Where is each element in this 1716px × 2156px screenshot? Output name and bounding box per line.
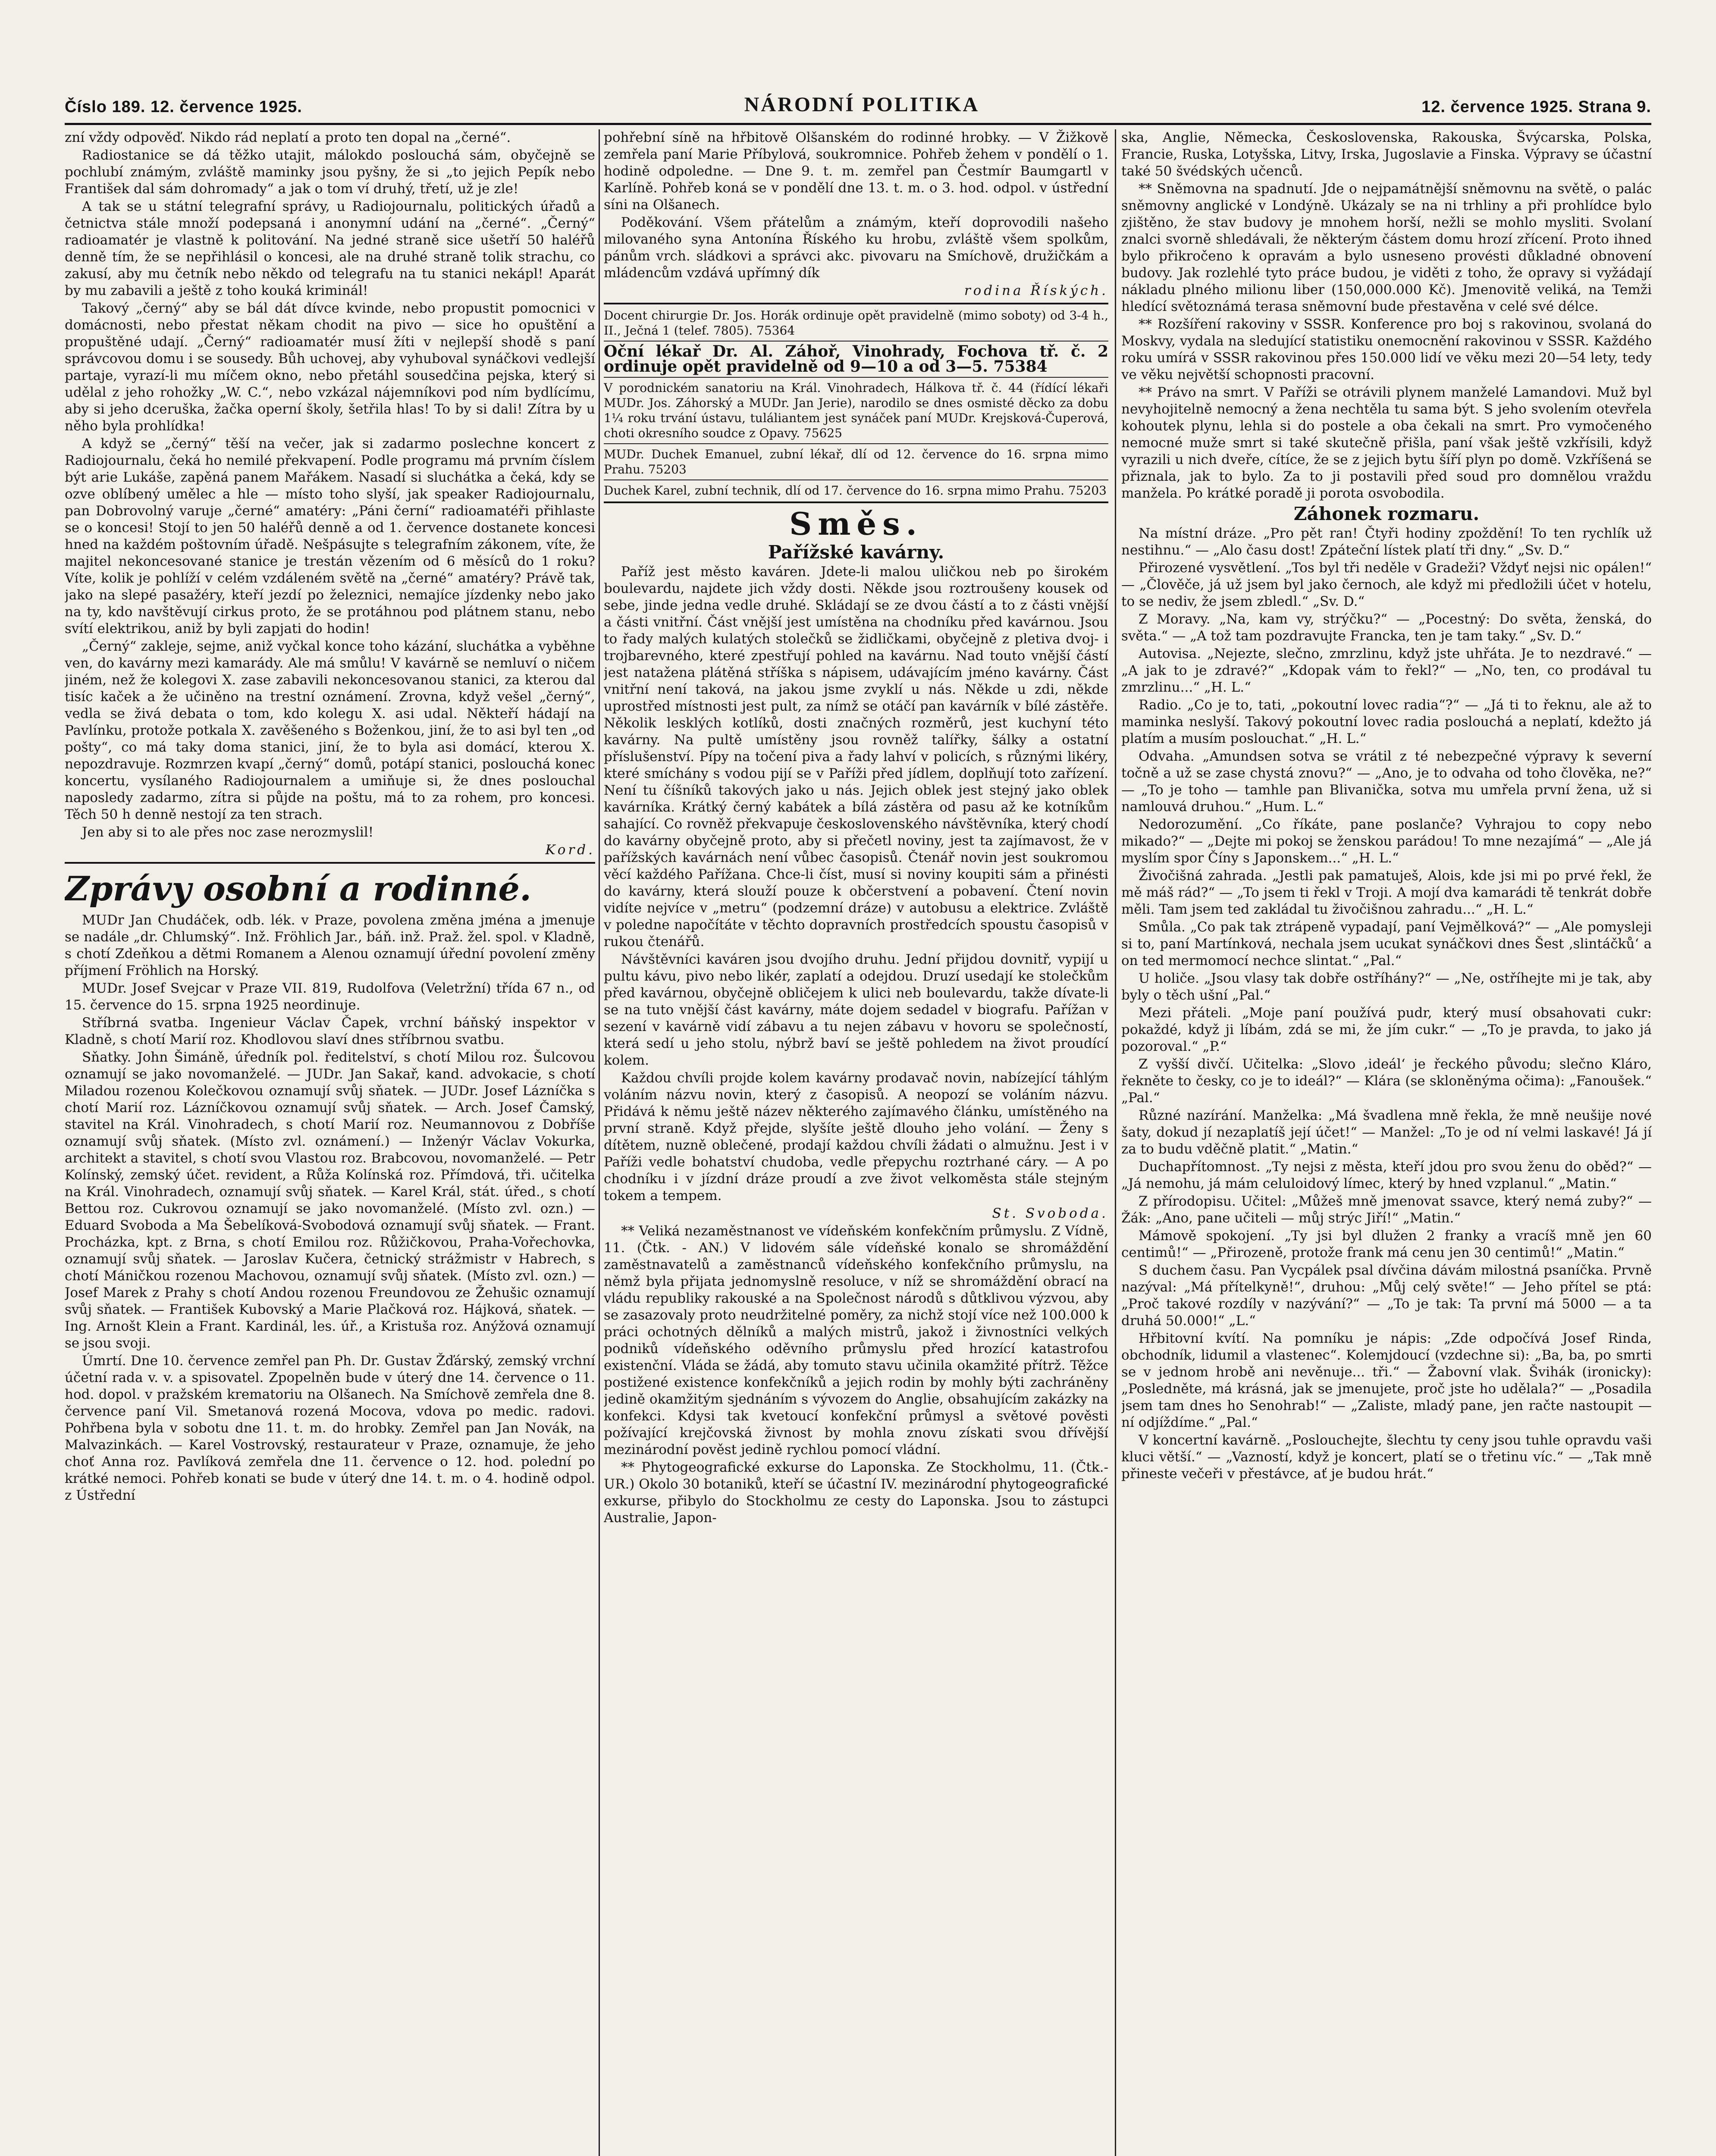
personal-item-1: MUDr Jan Chudáček, odb. lék. v Praze, povolena změna jména a jmenuje se nadále „dr. Chlumský“. Inž. Fröhlich Jar., báň. inž. Praž. žel. spol. v Kladně, s chotí Zdeňkou a dětmi Romanem a Alenou oznamují úřední povolení změny příjmení Fröhlich na Horský. bbox=[65, 912, 595, 978]
newspaper-title: NÁRODNÍ POLITIKA bbox=[744, 93, 980, 116]
ad-rule-5 bbox=[604, 479, 1108, 480]
article-radio-p5: A když se „černý“ těší na večer, jak si zadarmo poslechne koncert z Radiojournalu, čeká ho nemilé překvapení. Podle programu má prvním číslem být arie Lukáše, zapěná panem Mařákem. Nasadí si sluchátka a čeká, kdy se ozve oblíbený umělec a hle — místo toho slyší, jak speaker Radiojournalu, pan Dobrovolný varuje „černé“ amatéry: „Páni černí“ radioamatéři přihlaste se o koncesi! Stojí to jen 50 haléřů denně a od 1. července dostanete koncesi hned na každém poštovním úřadě. Nešpásujte s telegrafním zákonem, víte, že majitel nekoncesované stanice je trestán vězením od 6 měsíců do 1 roku? Víte, kolik je pohlíží v celém vzdáleném světě na „černé“ amatéry? Právě tak, jako na slepé pasažéry, kteří jezdí po železnici, nemajíce jízdenky nebo jako na ty, kdo navštěvují cirkus proto, že se protáhnou pod plátnem stanu, nebo svítí elektrikou, aniž by byli zapjati do hodin! bbox=[65, 436, 595, 636]
humor-item-14: Duchapřítomnost. „Ty nejsi z města, kteří jdou pro svou ženu do oběd?“ — „Já nemohu, já mám celuloidový límec, který by hned vzplanul.“ „Matin.“ bbox=[1121, 1159, 1652, 1191]
column-divider-1 bbox=[599, 129, 600, 2156]
ad-duchek-emanuel: MUDr. Duchek Emanuel, zubní lékař, dlí od 12. července do 16. srpna mimo Prahu. 75203 bbox=[604, 447, 1108, 476]
article-radio-p2: Radiostanice se dá těžko utajit, málokdo poslouchá sám, obyčejně se pochlubí známým, zvláště maminky jsou pyšny, že si „to jejich Pepík nebo František dal sám dohromady“ a jak o tom ví druhý, třetí, už je zle! bbox=[65, 147, 595, 197]
article-kavarny-p1: Paříž jest město kaváren. Jdete-li malou uličkou neb po širokém boulevardu, najdete jich vždy dosti. Někde jsou roztroušeny kousek od sebe, jinde jedna vedle druhé. Skládají se ze dvou částí a to z části vnější a části vnitřní. Část vnější jest umístěna na chodníku před kavárnou. Jsou to řady malých kulatých stolečků se židličkami, obyčejně z pletiva dvoj- i trojbarevného, které zpestřují pohled na kavárnu. Nad touto vnější částí jest natažena plátěná stříška s nápisem, udávajícím jméno kavárny. Část vnitřní není taková, na jakou jsme zvyklí u nás. Někde u zdi, někde uprostřed místnosti jest pult, za nímž se otáčí pan kavárník v bílé zástěře. Několik lesklých kotlíků, dosti značných rozměrů, jest kuchyní této kavárny. Na pultě umístěny jsou rovněž talířky, šálky a ostatní příslušenství. Pípy na točení piva a řady lahví v policích, s různými likéry, které smíchány s vodou pijí se v Paříži před jídlem, doplňují toto zařízení. Není tu číšníků takových jako u nás. Jejich oblek jest stejný jako oblek kavárníka. Krátký černý kabátek a bílá zástěra od pasu až ke kotníkům sahající. Co rovněž překvapuje československého návštěvníka, který chodí do kavárny obyčejně proto, aby si přečetl noviny, jest ta zajímavost, že v pařížských kavárnách není vůbec časopisů. Čtenář novin jest soukromou věcí každého Pařížana. Chce-li číst, musí si noviny koupiti sám a přinésti do kavárny, která slouží pouze k občerstvení a pobavení. Čtení novin vidíte nejvíce v „metru“ (podzemní dráze) v autobusu a elektrice. Zvláště v poledne napočítáte v těchto dopravních prostředcích spoustu časopisů v rukou čtenářů. bbox=[604, 564, 1108, 950]
date-and-page: 12. července 1925. Strana 9. bbox=[1421, 98, 1651, 116]
humor-item-10: U holiče. „Jsou vlasy tak dobře ostříhány?“ — „Ne, ostříhejte mi je tak, aby byly o těch ušní „Pal.“ bbox=[1121, 971, 1652, 1003]
article-radio-p4: Takový „černý“ aby se bál dát dívce kvinde, nebo propustit pomocnici v domácnosti, nebo přestat někam chodit na pivo — sice ho opuštění a propuštěné udají. „Černý“ radioamatér musí žíti v nejlepší shodě s paní správcovou domu i se sousedy. Bůh uchovej, aby vyhuboval synáčkovi vedlejší partaje, vyrazí-li mu míčem okno, nebo přetáhl sousedčina pejska, který si udělal z jeho rohožky „W. C.“, nebo vzkázal nájemníkovi pod ním bydlícímu, aby si jeho dceruška, žačka operní školy, šetřila hlas! To by si dali! Zítra by u něho byla prohlídka! bbox=[65, 301, 595, 434]
humor-item-6: Odvaha. „Amundsen sotva se vrátil z té nebezpečné výpravy k severní točně a už se zase chystá znovu?“ — „Ano, je to odvaha od toho člověka, ne?“ — „To je toho — tamhle pan Blivanička, sotva mu umřela první žena, už si namlouvá druhou.“ „Hum. L.“ bbox=[1121, 749, 1652, 815]
ad-duchek-karel: Duchek Karel, zubní technik, dlí od 17. července do 16. srpna mimo Prahu. 75203 bbox=[604, 483, 1107, 498]
section-title-personal: Zprávy osobní a rodinné. bbox=[65, 869, 532, 909]
news-cancer-ussr: ** Rozšíření rakoviny v SSSR. Konference pro boj s rakovinou, svolaná do Moskvy, vydala na sledující statistiku onemocnění rakovinou v SSSR. Každého roku umírá v SSSR rakovinou přes 150.000 lidí ve věku mezi 20—54 lety, tedy ve věku největší schopnosti pracovní. bbox=[1121, 317, 1652, 382]
column-divider-2 bbox=[1115, 129, 1116, 2156]
section-title-humor: Záhonek rozmaru. bbox=[1293, 503, 1480, 524]
news-right-to-die: ** Právo na smrt. V Paříži se otrávili plynem manželé Lamandovi. Muž byl nevyhojitelně nemocný a žena nechtěla tu sama být. S jeho svolením otevřela kohoutek plynu, lehla si do postele a oba čekali na smrt. Pro vymočeného nemocné muže smrt si také skutečně přišla, paní však ještě vzkřísili, když vyrazili u nich dveře, cítíce, že se z jejich bytu šíří plyn po domě. Vzkříšená se přiznala, jak to bylo. Za to ji postavili před soud pro domnělou vraždu manžela. Po krátké poradě ji porota osvobodila. bbox=[1121, 385, 1652, 501]
column-2 bbox=[604, 129, 1108, 2156]
humor-item-15: Z přírodopisu. Učitel: „Můžeš mně jmenovat ssavce, který nemá zuby?“ — Žák: „Ano, pane učiteli — můj strýc Jiří!“ „Matin.“ bbox=[1121, 1194, 1652, 1226]
news-vienna-unemployment: ** Veliká nezaměstnanost ve vídeňském konfekčním průmyslu. Z Vídně, 11. (Čtk. - AN.) V lidovém sále vídeňské konalo se shromáždění zaměstnavatelů a zaměstnanců vídeňského konfekčního průmyslu, na němž byla přijata jednomyslně resoluce, v níž se shromáždění obrací na vládu republiky rakouské a na Společnost národů s důtklivou výzvou, aby se zasazovaly proto neudržitelné poměry, za nichž stojí více než 100.000 k práci ochotných dělníků a malých mistrů, jakož i živnostníci velkých podniků vídeňského oděvního průmyslu před hrozící katastrofou existenční. Vláda se žádá, aby tomuto stavu učinila okamžité přítrž. Těžce postižené existence konfekčníků a jejich rodin by mohly býti zachráněny jedině okamžitým sjednáním s vývozem do Anglie, obsahujícím zakázky na konfekci. Kdysi tak kvetoucí konfekční průmysl a světové pověsti požívající krejčovská živnost by mohla znovu získati svou dřívější mezinárodní pověst jedině rychlou pomocí vládní. bbox=[604, 1223, 1108, 1457]
humor-item-3: Z Moravy. „Na, kam vy, strýčku?“ — „Pocestný: Do světa, ženská, do světa.“ — „A tož tam pozdravujte Francka, ten je tam taky.“ „Sv. D.“ bbox=[1121, 611, 1652, 644]
thanks-notice: Poděkování. Všem přátelům a známým, kteří doprovodili našeho milovaného syna Antonína Říského ku hrobu, zvláště všem spolkům, pánům vrch. sládkovi a správci akc. pivovaru na Smíchově, družičkám a mládencům vzdává upřímný dík bbox=[604, 215, 1108, 281]
news-lapland-excursion: ** Phytogeografické exkurse do Laponska. Ze Stockholmu, 11. (Čtk.-UR.) Okolo 30 botaniků, kteří se účastní IV. mezinárodní phytogeografické exkurse, přibylo do Stockholmu ze cesty do Laponska. Jsou to zástupci Australie, Japon- bbox=[604, 1460, 1108, 1526]
humor-item-4: Autovisa. „Nejezte, slečno, zmrzlinu, když jste uhřáta. Je to nezdravé.“ — „A jak to je zdravé?“ „Kdopak vám to řekl?“ — „No, ten, co prodával tu zmrzlinu...“ „H. L.“ bbox=[1121, 646, 1652, 695]
ad-ocni-lekar: Oční lékař Dr. Al. Záhoř, Vinohrady, Fochova tř. č. 2 ordinuje opět pravidelně od 9—10 a od 3—5. 75384 bbox=[604, 342, 1108, 376]
humor-item-12: Z vyšší divčí. Učitelka: „Slovo ‚ideál‘ je řeckého původu; slečno Kláro, řekněte to česky, co je to ideál?“ — Klára (se skloněnýma očima): „Fanoušek.“ „Pal.“ bbox=[1121, 1056, 1652, 1106]
obituary-continued: pohřební síně na hřbitově Olšanském do rodinné hrobky. — V Žižkově zemřela paní Marie Příbylová, soukromnice. Pohřeb žehem v pondělí o 1. hodině odpoledne. — Dne 9. t. m. zemřel pan Čestmír Baumgartl v Karlíně. Pohřeb koná se v pondělí dne 13. t. m. o 3. hod. odpol. v ústřední síni na Olšanech. bbox=[604, 130, 1108, 213]
article-kavarny-signature: St. Svoboda. bbox=[992, 1206, 1108, 1221]
article-kavarny-p2: Návštěvníci kaváren jsou dvojího druhu. Jední přijdou dovnitř, vypijí u pultu kávu, pivo nebo likér, zaplatí a odejdou. Druzí usedají ke stolečkům před kavárnou, obyčejně obličejem k ulici neb boulevardu, takže dívate-li se na tuto vnější část kavárny, máte dojem sedadel v biografu. Pařížan v sezení v kavárně vidí zábavu a tu nejen zábavu v hovoru se společností, která sedí u jeho stolu, nýbrž baví se ještě pohledem na život proudící kolem. bbox=[604, 952, 1108, 1068]
section-rule bbox=[65, 862, 595, 864]
ad-rule-3 bbox=[604, 377, 1108, 378]
thanks-signature: rodina Říských. bbox=[964, 283, 1108, 298]
article-title-kavarny: Pařížské kavárny. bbox=[768, 542, 944, 563]
ad-rule-6 bbox=[604, 501, 1108, 503]
article-radio-p3: A tak se u státní telegrafní správy, u Radiojournalu, politických úřadů a četnictva stále množí podepsaná i anonymní udání na „černé“. „Černý“ radioamatér je vlastně k politování. Na jedné straně sice ušetří 50 haléřů denně tím, že se nepřihlásil o koncesi, ale na druhé straně tolik strachu, co zakusí, aby mu četník nebo někdo od telegrafu na tu stanici nekápl! Aparát by mu zabavili a ještě z toho kouká kriminál! bbox=[65, 199, 595, 298]
humor-item-2: Přirozené vysvětlení. „Tos byl tři neděle v Gradeži? Vždyť nejsi nic opálen!“ — „Člověče, já už jsem byl jako černoch, ale když mi předložili účet v hotelu, to se nediv, že jsem zbledl.“ „Sv. D.“ bbox=[1121, 560, 1652, 609]
section-title-smes: Směs. bbox=[789, 505, 923, 542]
article-radio-signature: Kord. bbox=[545, 842, 595, 858]
humor-item-5: Radio. „Co je to, tati, „pokoutní lovec radia“?“ — „Já ti to řeknu, ale až to maminka neslyší. Takový pokoutní lovec radia poslouchá a neplatí, kdežto já platím a musím poslouchat.“ „H. L.“ bbox=[1121, 697, 1652, 746]
personal-item-silver-wedding: Stříbrná svatba. Ingenieur Václav Čapek, vrchní báňský inspektor v Kladně, s chotí Marií roz. Khodlovou slaví dnes stříbrnou svatbu. bbox=[65, 1015, 595, 1047]
humor-item-16: Mámově spokojení. „Ty jsi byl dlužen 2 franky a vracíš mně jen 60 centimů!“ — „Přirozeně, protože frank má cenu jen 30 centimů!“ „Matin.“ bbox=[1121, 1228, 1652, 1260]
article-radio-p7: Jen aby si to ale přes noc zase nerozmyslil! bbox=[82, 824, 374, 840]
ad-sanatorium: V porodnickém sanatoriu na Král. Vinohradech, Hálkova tř. č. 44 (řídící lékaři MUDr. Jos. Záhorský a MUDr. Jan Jerie), narodilo se dnes osmisté děcko za dobu 1¼ roku trvání ústavu, tuláliantem jest synáček paní MUDr. Krejsková-Čuperová, choti okresního soudce z Opavy. 75625 bbox=[604, 381, 1108, 440]
issue-number: Číslo 189. 12. července 1925. bbox=[65, 98, 302, 116]
column-1 bbox=[65, 129, 595, 2156]
article-radio-p6: „Černý“ zakleje, sejme, aniž vyčkal konce toho kázání, sluchátka a vyběhne ven, do kavárny mezi kamarády. Ale má smůlu! V kavárně se nemluví o ničem jiném, než že kolegovi X. zase zabavili nekoncesovanou stanici, za kterou dal tisíc kaček a že učiněno na trestní oznámení. Zrovna, když vešel „černý“, vedla se živá debata o tom, kdo kolegu X. asi udal. Někteří hádají na Pavlínku, protože potkala X. zavěšeného s Boženkou, jiní, že to asi byl ten „od pošty“, co má taky doma stanici, jiní, že to byla asi domácí, kterou X. nepozdravuje. Rozmrzen kvapí „černý“ domů, potápí stanici, poslouchá konec koncertu, vysílaného Radiojournalem a umiňuje si, že dnes poslouchal naposledy zadarmo, zítra si půjde na poštu, má to za rohem, pro koncesi. Těch 50 h denně nestojí za ten strach. bbox=[65, 639, 595, 822]
humor-item-18: Hřbitovní kvítí. Na pomníku je nápis: „Zde odpočívá Josef Rinda, obchodník, lidumil a vlastenec“. Kolemjdoucí (vzdechne si): „Ba, ba, po smrti se v jednom hrobě ani nevěnuje... tři.“ — Žabovní vlak. Švihák (ironicky): „Posledněte, má krásná, jak se jmenujete, proč jste ho udělala?“ — „Posadila jsem tam dnes ho Senohrab!“ — „Zaliste, mladý pane, jen račte nastoupit — ní odjíždíme.“ „Pal.“ bbox=[1121, 1331, 1652, 1430]
personal-item-weddings: Sňatky. John Šimáně, úředník pol. ředitelství, s chotí Milou roz. Šulcovou oznamují se jako novomanželé. — JUDr. Jan Sakař, kand. advokacie, s chotí Miladou rozenou Kolečkovou oznamují svůj sňatek. — JUDr. Josef Lázníčka s chotí Marií roz. Lázníčkovou oznamují svůj sňatek. — Arch. Josef Čamský, stavitel na Král. Vinohradech, s chotí Marií roz. Neumannovou z Dobříše oznamují svůj sňatek. (Místo zvl. oznámení.) — Inženýr Václav Vokurka, architekt a stavitel, s chotí svou Vlastou roz. Brabcovou, novomanželé. — Petr Kolínský, zemský účet. revident, a Růža Kolínská roz. Přímdová, tři. učitelka na Král. Vinohradech, oznamují svůj sňatek. — Karel Král, stát. úřed., s chotí Bettou roz. Cukrovou oznamují se jako novomanželé. (Místo zvl. ozn.) — Eduard Svoboda a Ma Šebelíková-Svobodová oznamují svůj sňatek. — Frant. Procházka, kpt. z Brna, s chotí Emilou roz. Růžičkovou, Praha-Vořechovka, oznamují svůj sňatek. — Jaroslav Kučera, četnický strážmistr v Habrech, s chotí Máničkou rozenou Machovou, oznamují svůj sňatek. (Místo zvl. ozn.) — Josef Marek z Prahy s chotí Andou rozenou Freundovou ze Žehušic oznamují svůj sňatek. — František Kubovský a Marie Plačková roz. Hájková, sňatek. — Ing. Arnošt Klein a Frant. Kardinál, les. úř., a Kristuša roz. Anýžová oznamují se jsou svoji. bbox=[65, 1050, 595, 1351]
ad-docent-horak: Docent chirurgie Dr. Jos. Horák ordinuje opět pravidelně (mimo soboty) od 3-4 h., II., Ječná 1 (telef. 7805). 75364 bbox=[604, 308, 1108, 338]
humor-item-7: Nedorozumění. „Co říkáte, pane poslanče? Vyhrajou to copy nebo mikado?“ — „Dejte mi pokoj se ženskou parádou! To mne nezajímá“ — „Ale já myslím spor Číny s Japonskem...“ „H. L.“ bbox=[1121, 817, 1652, 866]
humor-item-13: Různé nazírání. Manželka: „Má švadlena mně řekla, že mně neušije nové šaty, dokud jí nezaplatíš její účet!“ — Manžel: „To je od ní velmi laskavé! Já jí za to budu vděčně platit.“ „Matin.“ bbox=[1121, 1108, 1652, 1157]
personal-item-2: MUDr. Josef Svejcar v Praze VII. 819, Rudolfova (Veletržní) třída 67 n., od 15. července do 15. srpna 1925 neordinuje. bbox=[65, 981, 595, 1013]
masthead bbox=[65, 86, 1651, 116]
personal-item-deaths: Úmrtí. Dne 10. července zemřel pan Ph. Dr. Gustav Žďárský, zemský vrchní účetní rada v. v. a spisovatel. Zpopelněn bude v úterý dne 14. července o 11. hod. dopol. v pražském krematoriu na Olšanech. Na Smíchově zemřela dne 8. července paní Vil. Smetanová rozená Mocova, vdova po medic. radovi. Pohřbena byla v sobotu dne 11. t. m. do hrobky. Zemřel pan Jan Novák, na Malvazinkách. — Karel Vostrovský, restaurateur v Praze, oznamuje, že jeho choť Anna roz. Pavlíková zemřela dne 11. července o 12. hod. polední po krátké nemoci. Pohřeb konati se bude v úterý dne 14. t. m. o 4. hodině odpol. z Ústřední bbox=[65, 1353, 595, 1503]
humor-item-11: Mezi přáteli. „Moje paní používá pudr, který musí obsahovati cukr: pokaždé, když ji líbám, zdá se mi, že jím cukr.“ — „To je pravda, to jako já pozoroval.“ „P.“ bbox=[1121, 1005, 1652, 1054]
humor-item-8: Živočišná zahrada. „Jestli pak pamatuješ, Alois, kde jsi mi po prvé řekl, že mě máš rád?“ — „To jsem ti řekl v Troji. A mojí dva kamarádi tě tenkrát dobře měli. Tam jsem ted zakládal tu živočišnou zahradu...“ „H. L.“ bbox=[1121, 868, 1652, 917]
news-parliament: ** Sněmovna na spadnutí. Jde o nejpamátnější sněmovnu na světě, o palác sněmovny anglické v Londýně. Ukázaly se na ni trhliny a při prohlídce bylo zjištěno, že stav budovy je mnohem horší, nežli se mohlo mysliti. Svolaní znalci svorně shledávali, že některým částem domu hrozí zřícení. Proto ihned bylo přikročeno k opravám a bylo usneseno provésti důkladné obnovení budovy. Jak rozlehlé tyto práce budou, je viděti z toho, že opravy si vyžádají nákladu plného milionu liber (150,000.000 Kč). Jmenovitě veliká, na Temži hledící světoznámá terasa sněmovní bude přestavěna v celé své délce. bbox=[1121, 181, 1652, 314]
humor-item-1: Na místní dráze. „Pro pět ran! Čtyři hodiny zpoždění! To ten rychlík už nestihnu.“ — „Alo času dost! Zpáteční lístek platí tři dny.“ „Sv. D.“ bbox=[1121, 526, 1652, 558]
article-radio-p1: zní vždy odpověď. Nikdo rád neplatí a proto ten dopal na „černé“. bbox=[65, 130, 511, 145]
ad-rule-2 bbox=[604, 341, 1108, 342]
humor-item-19: V koncertní kavárně. „Poslouchejte, šlechtu ty ceny jsou tuhle opravdu vaši kluci větší.“ — „Vazností, když je koncert, platí se o třetinu víc.“ — „Tak mně přineste večeři v přestávce, ať je budou hrát.“ bbox=[1121, 1432, 1652, 1482]
humor-item-9: Smůla. „Co pak tak ztrápeně vypadají, paní Vejmělková?“ — „Ale pomysleji si to, paní Martínková, nechala jsem ucukat synáčkovi dnes Šest ‚slintáčků‘ a on ted mermomocí nechce slintat.“ „Pal.“ bbox=[1121, 919, 1652, 968]
article-kavarny-p3: Každou chvíli projde kolem kavárny prodavač novin, nabízející táhlým voláním názvu novin, který z časopisů. A neopozí se voláním názvu. Přidává k němu ještě název některého zajímavého článku, umístěného na první straně. Když přejde, slyšíte ještě dlouho jeho volání. — Ženy s dítětem, nuzně oblečené, prodají každou chvíli žádati o almužnu. Jest i v Paříži vedle bohatství chudoba, vedle přepychu roztrhané cáry. — A po chodníku i v jízdní dráze proudí a zve život velkoměsta stále stejným tokem a tempem. bbox=[604, 1070, 1108, 1203]
humor-item-17: S duchem času. Pan Vycpálek psal dívčina dávám milostná psaníčka. Prvně nazýval: „Má přítelkyně!“, druhou: „Můj celý světe!“ — Jeho přítel se ptá: „Proč takové rozdíly v nazývání?“ — „To je tak: Ta první má 5000 — a ta druhá 50.000!“ „L.“ bbox=[1121, 1263, 1652, 1329]
masthead-rule bbox=[65, 123, 1651, 125]
column-3 bbox=[1121, 129, 1652, 2156]
ad-rule-4 bbox=[604, 443, 1108, 444]
ad-rule-1 bbox=[604, 303, 1108, 304]
news-lapland-continued: ska, Anglie, Německa, Československa, Rakouska, Švýcarska, Polska, Francie, Ruska, Lotyšska, Litvy, Irska, Jugoslavie a Finska. Výpravy se účastní také 50 švédských učenců. bbox=[1121, 130, 1652, 179]
